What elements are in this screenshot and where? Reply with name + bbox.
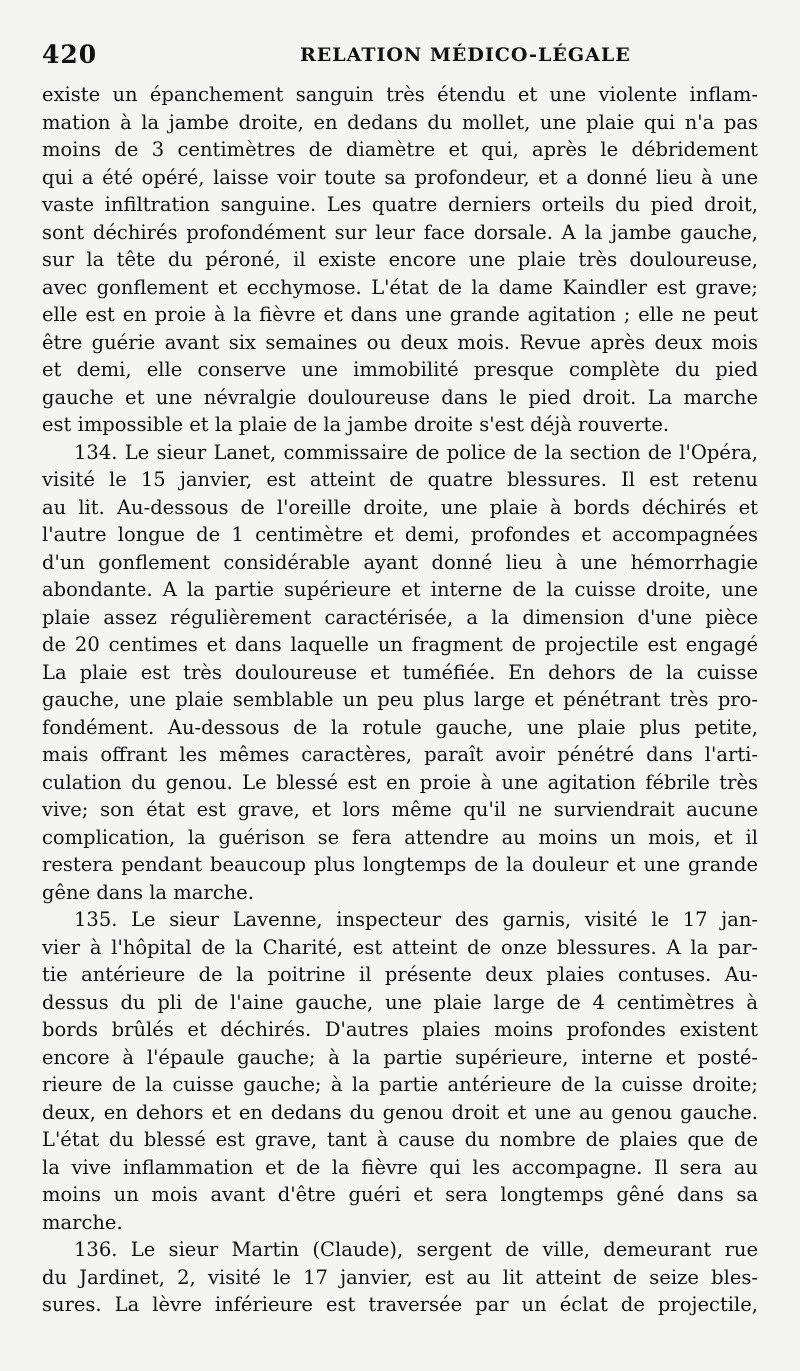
text-line: sont déchirés profondément sur leur face dorsale. A la jambe gauche, (42, 220, 758, 244)
text-line: l'autre longue de 1 centimètre et demi, profondes et accompagnées (42, 523, 758, 546)
text-line: La plaie est très douloureuse et tuméfiée. En dehors de la cuisse (42, 660, 758, 684)
text-line: restera pendant beaucoup plus longtemps de la douleur et une grande (42, 853, 758, 876)
text-line: 135. Le sieur Lavenne, inspecteur des garnis, visité le 17 jan- (74, 908, 758, 931)
text-line: vive; son état est grave, et lors même qu'il ne surviendrait aucune (42, 798, 758, 821)
text-line: est impossible et la plaie de la jambe droite s'est déjà rouverte. (42, 413, 670, 436)
page-number: 420 (42, 40, 98, 69)
text-line: rieure de la cuisse gauche; à la partie antérieure de la cuisse droite; (42, 1073, 758, 1096)
text-line: au lit. Au-dessous de l'oreille droite, une plaie à bords déchirés et (42, 495, 758, 519)
text-line: être guérie avant six semaines ou deux mois. Revue après deux mois (42, 330, 758, 354)
text-line: deux, en dehors et en dedans du genou droit et une au genou gauche. (42, 1100, 758, 1124)
text-line: tie antérieure de la poitrine il présente deux plaies contuses. Au- (42, 963, 758, 986)
text-line: moins de 3 centimètres de diamètre et qui, après le débridement (42, 138, 758, 161)
text-line: avec gonflement et ecchymose. L'état de la dame Kaindler est grave; (42, 275, 758, 299)
text-line: gêne dans la marche. (42, 880, 254, 904)
text-line: vier à l'hôpital de la Charité, est atteint de onze blessures. A la par- (42, 935, 758, 959)
text-line: encore à l'épaule gauche; à la partie supérieure, interne et posté- (42, 1045, 758, 1069)
text-line: moins un mois avant d'être guéri et sera longtemps gêné dans sa (42, 1183, 758, 1206)
text-line: d'un gonflement considérable ayant donné lieu à une hémorrhagie (42, 550, 758, 574)
text-line: mation à la jambe droite, en dedans du mollet, une plaie qui n'a pas (42, 110, 758, 134)
body-text (42, 81, 758, 1319)
text-line: de 20 centimes et dans laquelle un fragment de projectile est engagé (42, 633, 758, 656)
text-line: L'état du blessé est grave, tant à cause du nombre de plaies que de (42, 1128, 758, 1151)
text-line: gauche et une névralgie douloureuse dans le pied droit. La marche (42, 385, 758, 409)
text-line: existe un épanchement sanguin très étendu et une violente inflam- (42, 83, 758, 106)
text-line: mais offrant les mêmes caractères, paraît avoir pénétré dans l'arti- (42, 743, 758, 766)
text-line: culation du genou. Le blessé est en proie à une agitation fébrile très (42, 770, 758, 794)
text-line: fondément. Au-dessous de la rotule gauche, une plaie plus petite, (42, 715, 758, 739)
text-line: gauche, une plaie semblable un peu plus large et pénétrant très pro- (42, 688, 758, 711)
text-line: 134. Le sieur Lanet, commissaire de police de la section de l'Opéra, (74, 440, 758, 464)
text-line: vaste infiltration sanguine. Les quatre derniers orteils du pied droit, (42, 193, 758, 216)
text-line: visité le 15 janvier, est atteint de quatre blessures. Il est retenu (42, 468, 758, 491)
text-line: bords brûlés et déchirés. D'autres plaies moins profondes existent (42, 1018, 758, 1041)
text-line: complication, la guérison se fera attendre au moins un mois, et il (42, 825, 758, 849)
text-line: marche. (42, 1210, 123, 1234)
text-line: abondante. A la partie supérieure et interne de la cuisse droite, une (42, 578, 758, 601)
text-line: la vive inflammation et de la fièvre qui les accompagne. Il sera au (42, 1155, 758, 1179)
running-head: RELATION MÉDICO-LÉGALE (300, 44, 631, 66)
text-line: sur la tête du péroné, il existe encore une plaie très douloureuse, (42, 248, 758, 271)
text-line: sures. La lèvre inférieure est traversée par un éclat de projectile, (42, 1293, 758, 1316)
text-line: qui a été opéré, laisse voir toute sa profondeur, et a donné lieu à une (42, 165, 758, 189)
page-header (42, 40, 760, 70)
text-line: elle est en proie à la fièvre et dans une grande agitation ; elle ne peut (42, 303, 758, 326)
text-line: et demi, elle conserve une immobilité presque complète du pied (42, 358, 758, 381)
text-line: dessus du pli de l'aine gauche, une plaie large de 4 centimètres à (42, 990, 758, 1014)
text-line: plaie assez régulièrement caractérisée, a la dimension d'une pièce (42, 605, 758, 629)
text-line: du Jardinet, 2, visité le 17 janvier, est au lit atteint de seize bles- (42, 1265, 758, 1289)
text-line: 136. Le sieur Martin (Claude), sergent de ville, demeurant rue (74, 1238, 758, 1261)
